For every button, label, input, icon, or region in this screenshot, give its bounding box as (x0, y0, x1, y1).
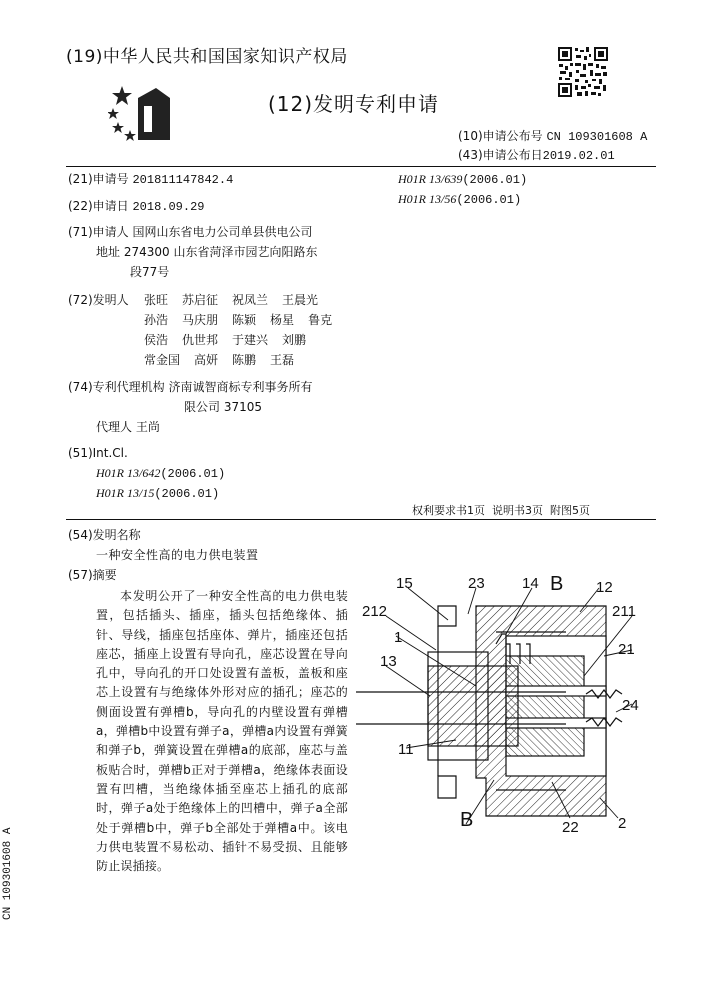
figure-label: 14 (522, 575, 539, 592)
abstract-text: 本发明公开了一种安全性高的电力供电装置，包括插头、插座，插头包括绝缘体、插针、导线，插座包括座体、弹片，插座还包括座芯，插座上设置有导向孔，座芯设置在导向孔中，导向孔的开口处设置有盖板，盖板和座芯上设置有与绝缘体外形对应的插孔；座芯的侧面设置有弹槽b，导向孔的内壁设置有弹槽a，弹槽b中设置有弹子a，弹槽a内设置有弹簧和弹子b，弹簧设置在弹槽a的底部，座芯与盖板贴合时，弹槽b正对于弹槽a，绝缘体表面设置有凹槽，当绝缘体插至座芯上插孔的底部时，弹子a处于绝缘体上的凹槽中，弹子a全部处于弹槽b中，弹子b全部处于弹槽a中。该电力供电装置不易松动、插针不易受损、且能够防止误插接。 (96, 589, 348, 874)
inventor-name: 侯浩 (144, 333, 169, 347)
inventors-label: (72)发明人 (68, 293, 129, 307)
agency-line2: 限公司 37105 (184, 400, 262, 414)
pages-summary: 权利要求书1页 说明书3页 附图5页 (412, 504, 590, 517)
inventor-name: 高妍 (194, 353, 219, 367)
intcl-version: (2006.01) (462, 173, 528, 187)
inventor-name: 陈鹏 (232, 353, 257, 367)
inventor-name: 苏启征 (182, 293, 219, 307)
inventors-row4 (144, 350, 294, 370)
intcl-entry (398, 169, 527, 190)
publication-date (458, 145, 615, 166)
publication-number (458, 126, 647, 147)
figure-label: 23 (468, 575, 485, 592)
agency-line1: 济南诚智商标专利事务所有 (168, 380, 313, 394)
inventors-row2 (144, 310, 332, 330)
title-label: (54)发明名称 (68, 528, 141, 542)
figure-label: 212 (362, 603, 388, 620)
application-number (68, 169, 233, 190)
app-no-label: (21)申请号 (68, 172, 129, 186)
intcl-code: H01R 13/642 (96, 466, 161, 480)
intcl-entry (398, 189, 521, 210)
inventors-row3 (144, 330, 306, 350)
side-publication-number: CN 109301608 A (2, 827, 14, 920)
invention-title: 一种安全性高的电力供电装置 (96, 548, 259, 562)
inventor-name: 刘鹏 (282, 333, 307, 347)
figure-label: 21 (618, 641, 635, 658)
applicant (68, 222, 312, 242)
address-line1: 274300 山东省菏泽市园艺向阳路东 (123, 245, 318, 259)
figure-label: B (460, 809, 474, 831)
figure-label: 211 (612, 603, 636, 620)
inventor-name: 王磊 (270, 353, 295, 367)
inventor-name: 孙浩 (144, 313, 169, 327)
application-date (68, 196, 204, 217)
patent-drawing (356, 566, 656, 840)
figure-label: 22 (562, 819, 579, 836)
inventor-name: 王晨光 (282, 293, 319, 307)
header-divider (66, 166, 656, 167)
app-date-value: 2018.09.29 (132, 200, 205, 214)
address (96, 242, 317, 262)
pub-no-label: (10)申请公布号 (458, 129, 543, 143)
abstract-label: (57)摘要 (68, 568, 117, 582)
intcl-entry (96, 463, 225, 484)
figure-label: 12 (596, 579, 613, 596)
address-line2: 段77号 (130, 265, 170, 279)
office-name: (19)中华人民共和国国家知识产权局 (66, 47, 348, 67)
emblem-logo (108, 84, 174, 150)
pub-date-label: (43)申请公布日 (458, 148, 543, 162)
app-date-label: (22)申请日 (68, 199, 129, 213)
inventors (68, 290, 129, 310)
intcl-version: (2006.01) (160, 467, 226, 481)
figure-label: 24 (622, 697, 639, 714)
agent-value: 王尚 (135, 420, 160, 434)
figure-label: B (550, 573, 564, 595)
applicant-value: 国网山东省电力公司单县供电公司 (132, 225, 313, 239)
pub-date-value: 2019.02.01 (542, 149, 615, 163)
inventor-name: 鲁克 (308, 313, 333, 327)
patent-agency (68, 377, 312, 397)
qr-code (557, 46, 609, 102)
intcl-code: H01R 13/15 (96, 486, 155, 500)
agent-label: 代理人 (96, 420, 133, 434)
section-divider (66, 519, 656, 520)
intcl-entry (96, 483, 219, 504)
inventor-name: 杨星 (270, 313, 295, 327)
applicant-label: (71)申请人 (68, 225, 129, 239)
address-label: 地址 (96, 245, 121, 259)
inventor-name: 常金国 (144, 353, 181, 367)
figure-label: 11 (398, 741, 414, 758)
pub-no-value: CN 109301608 A (546, 130, 648, 144)
figure-label: 1 (394, 629, 403, 646)
inventor-name: 马庆朋 (182, 313, 219, 327)
inventor-name: 陈颖 (232, 313, 257, 327)
inventors-row1 (144, 290, 318, 310)
inventor-name: 于建兴 (232, 333, 269, 347)
intcl-version: (2006.01) (154, 487, 220, 501)
document-type: (12)发明专利申请 (268, 92, 440, 116)
intcl-label: (51)Int.Cl. (68, 446, 128, 460)
app-no-value: 201811147842.4 (132, 173, 234, 187)
figure-label: 2 (618, 815, 627, 832)
figure-label: 15 (396, 575, 413, 592)
intcl-code: H01R 13/56 (398, 192, 457, 206)
agent (96, 417, 160, 437)
intcl-code: H01R 13/639 (398, 172, 463, 186)
inventor-name: 仇世邦 (182, 333, 219, 347)
agency-label: (74)专利代理机构 (68, 380, 165, 394)
intcl-version: (2006.01) (456, 193, 522, 207)
inventor-name: 张旺 (144, 293, 169, 307)
figure-label: 13 (380, 653, 397, 670)
inventor-name: 祝凤兰 (232, 293, 269, 307)
